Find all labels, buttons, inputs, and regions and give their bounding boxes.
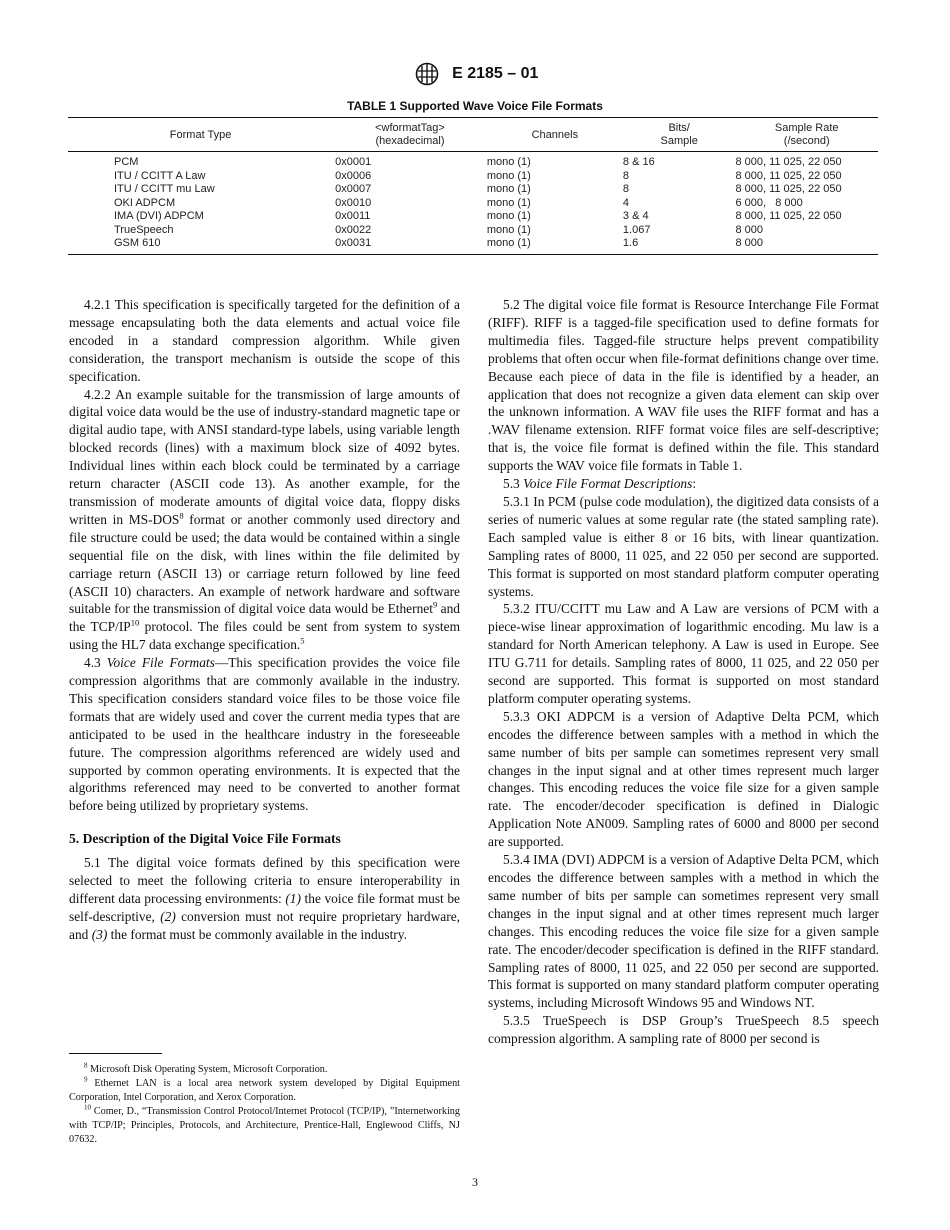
table-row: [68, 170, 878, 184]
cell-tag: 0x0001: [335, 156, 372, 168]
cell-rate: 8 000, 11 025, 22 050: [735, 183, 842, 195]
cell-rate: 8 000: [735, 223, 763, 236]
cell-bits: 1.6: [622, 237, 639, 249]
table-header-row: [68, 118, 878, 152]
cell-format: PCM: [114, 156, 139, 168]
page-number: 3: [472, 1175, 478, 1189]
footnote-9: $^9$ Ethernet LAN is a local area network system developed by Digital Equipment Corporation, Intel Corporation, and Xerox Corporation.: [69, 1075, 460, 1103]
cell-format: OKI ADPCM: [114, 196, 176, 209]
footnote-8: $^8$ Microsoft Disk Operating System, Microsoft Corporation.: [84, 1061, 328, 1075]
left-column: [69, 296, 460, 944]
col-header-channels: Channels: [531, 128, 579, 141]
paragraph-5-3-4: 5.3.4 IMA (DVI) ADPCM is a version of Adaptive Delta PCM, which encodes the difference between samples with a method in which the same number of bits per sample can sometimes represent very small changes in the input signal and at other times represent much larger changes. This encoding reduces the voice file size for a given sample rate. The encoder/decoder specification is defined in the RIFF standard. Sampling rates of 8000, 11 025, and 22 050 per second are supported. This format is supported on many standard platform computer operating systems, including Microsoft Windows 95 and Windows NT.: [488, 852, 879, 1011]
paragraph-5-2: 5.2 The digital voice file format is Resource Interchange File Format (RIFF). RIFF is a tagged-file specification used to define formats for multimedia files. Tagged-file structure helps prevent compatibility problems that often occur when file-format definitions change over time. Because each piece of data in the file is identified by a header, an application that does not recognize a given data element can skip over the unknown information. A WAV file uses the RIFF format and has a .WAV filename extension. RIFF format voice files are self-descriptive; that is, the voice file format is defined within the file. This standard supports the WAV voice file formats in Table 1.: [488, 297, 879, 474]
cell-tag: 0x0022: [335, 223, 372, 236]
cell-rate: 8 000: [735, 237, 763, 249]
cell-channels: mono (1): [486, 210, 531, 222]
col-header-bits-sample: Bits/ Sample: [660, 122, 698, 147]
cell-format: IMA (DVI) ADPCM: [114, 210, 204, 222]
table-title: TABLE 1 Supported Wave Voice File Formats: [347, 99, 603, 113]
table-row: [68, 224, 878, 238]
cell-channels: mono (1): [486, 223, 531, 236]
right-column: [488, 296, 879, 1048]
cell-format: ITU / CCITT A Law: [114, 169, 206, 182]
footnote-ref-10: 10: [130, 617, 140, 628]
cell-tag: 0x0010: [335, 196, 372, 209]
paragraph-5-3-2: 5.3.2 ITU/CCITT mu Law and A Law are versions of PCM with a piece-wise linear approximation of logarithmic encoding. Mu law is a standard for North American telephony. A Law is used in Europe. See ITU G.711 for details. Sampling rates of 8000, 11 025, and 22 050 per second are supported. This format is supported on most standard platform computer operating systems.: [488, 601, 879, 706]
cell-bits: 8: [622, 169, 630, 182]
cell-bits: 3 & 4: [622, 210, 649, 222]
cell-format: TrueSpeech: [114, 223, 174, 236]
paragraph-4-3: 4.3 Voice File Formats—This specification provides the voice file compression algorithms that are commonly available in the industry. This specification considers standard voice files to be those voice file formats that are widely used and cover the current media types that are anticipated to be used in the healthcare industry in the foreseeable future. The compression algorithms referenced are widely used and supported by common operating environments. It is expected that the algorithms referenced may need to be converted to another format before being utilized by proprietary systems.: [69, 655, 461, 814]
formats-table: [68, 117, 878, 255]
cell-tag: 0x0031: [335, 237, 372, 249]
paragraph-5-3-5: 5.3.5 TrueSpeech is DSP Group’s TrueSpeech 8.5 speech compression algorithm. A sampling rate of 8000 per second is: [488, 1013, 879, 1047]
table-row: [68, 152, 878, 170]
cell-bits: 8: [622, 183, 630, 195]
footnote-ref-8: 8: [179, 510, 184, 521]
cell-rate: 8 000, 11 025, 22 050: [735, 169, 842, 182]
cell-rate: 8 000, 11 025, 22 050: [735, 210, 842, 222]
cell-rate: 6 000, 8 000: [735, 196, 803, 209]
cell-tag: 0x0006: [335, 169, 372, 182]
cell-bits: 4: [622, 196, 630, 209]
cell-channels: mono (1): [486, 183, 531, 195]
footnote-divider: [69, 1053, 162, 1054]
page-header: [0, 62, 950, 86]
footnote-ref-5: 5: [300, 635, 305, 646]
col-header-format-type: Format Type: [169, 128, 232, 141]
astm-logo-icon: [412, 62, 442, 86]
paragraph-4-2-1: 4.2.1 This specification is specifically targeted for the definition of a message encapsulating both the data elements and actual voice file encoded in a standard compression algorithm. While given consideration, the transport mechanism is outside the scope of this specification.: [69, 297, 460, 384]
footnotes: [69, 1063, 460, 1147]
cell-bits: 8 & 16: [622, 156, 655, 168]
cell-tag: 0x0007: [335, 183, 372, 195]
table-row: [68, 197, 878, 211]
cell-format: GSM 610: [114, 237, 161, 249]
cell-channels: mono (1): [486, 169, 531, 182]
section-5-heading: 5. Description of the Digital Voice File Formats: [69, 831, 341, 847]
cell-channels: mono (1): [486, 156, 531, 168]
paragraph-5-3-1: 5.3.1 In PCM (pulse code modulation), the digitized data consists of a series of numeric values at some regular rate (the stated sampling rate). Each sampled value is either 8 or 16 bits, with linear quantization. Sampling rates of 8000, 11 025, and 22 050 per second are supported. This format is supported on most standard platform computer operating systems.: [488, 493, 879, 599]
standard-designation: E 2185 – 01: [452, 65, 539, 82]
cell-format: ITU / CCITT mu Law: [114, 183, 215, 195]
col-header-wformattag: <wformatTag> (hexadecimal): [375, 122, 445, 147]
cell-bits: 1.067: [622, 223, 651, 236]
cell-channels: mono (1): [486, 196, 531, 209]
cell-channels: mono (1): [486, 237, 531, 249]
table-row: [68, 183, 878, 197]
footnote-10: $^{10}$ Comer, D., “Transmission Control Protocol/Internet Protocol (TCP/IP), ”Internetworking with TCP/IP; Principles, Protocols, and Architecture, Prentice-Hall, Englewood Cliffs, NJ 07632.: [69, 1103, 460, 1145]
paragraph-5-3-3: 5.3.3 OKI ADPCM is a version of Adaptive Delta PCM, which encodes the difference between samples with a method in which the same number of bits per sample can sometimes represent very small changes in the input signal and at other times represent much larger changes. This encoding reduces the voice file size for a given sample rate. The encoder/decoder specification is defined in Dialogic Application Note AN009. Sampling rates of 6000 and 8000 per second are supported.: [488, 708, 879, 850]
col-header-sample-rate: Sample Rate (/second): [774, 122, 839, 147]
footnote-ref-9: 9: [432, 599, 438, 610]
cell-rate: 8 000, 11 025, 22 050: [735, 156, 842, 168]
table-row: [68, 210, 878, 224]
table-row: [68, 237, 878, 254]
paragraph-4-2-2: 4.2.2 An example suitable for the transmission of large amounts of digital voice data would be the use of industry-standard magnetic tape or digital audio tape, with ANSI standard-type labels, using variable length blocked records (lines) with a maximum block size of 4092 bytes. Individual lines within each block could be terminated by a carriage return character (ASCII code 13). As another example, for the transmission of moderate amounts of digital voice data, floppy disks written in MS-DOS$^8$ format or another commonly used directory and file structure could be used; the data would be contained within a single sequential file on the disk, with lines within the file delimited by carriage return (ASCII 13) or carriage return followed by line feed (ASCII 10) characters. An example of network hardware and software suitable for the transmission of digital voice data would be Ethernet$^9$ and the TCP/IP$^{10}$ protocol. The files could be sent from system to system using the HL7 data exchange specification.$^5$: [69, 386, 460, 653]
paragraph-5-1: 5.1 The digital voice formats defined by this specification were selected to meet the following criteria to ensure interoperability in different data processing environments: (1) the voice file format must be self-descriptive, (2) conversion must not require proprietary hardware, and (3) the format must be commonly available in the industry.: [69, 855, 460, 942]
paragraph-5-3: 5.3 Voice File Format Descriptions:: [503, 476, 697, 492]
cell-tag: 0x0011: [335, 210, 371, 222]
